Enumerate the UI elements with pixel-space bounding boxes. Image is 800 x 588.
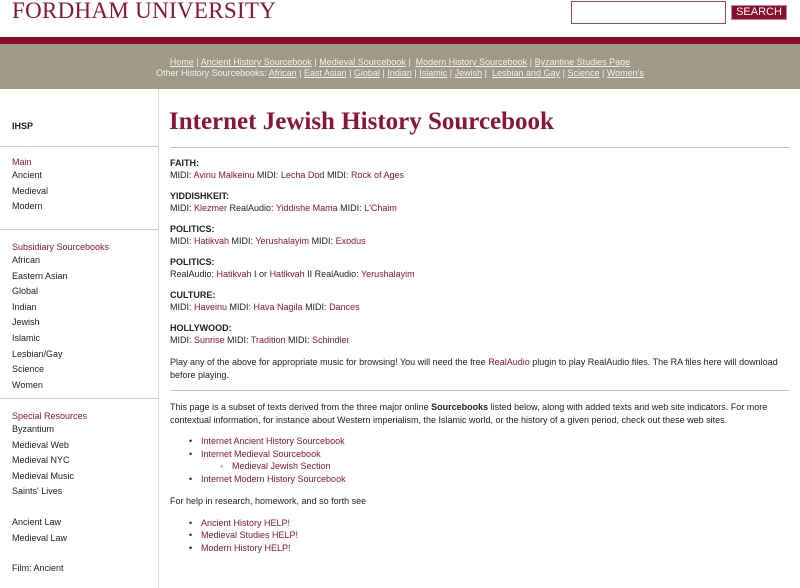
format-label: MIDI: <box>170 302 194 312</box>
list-item <box>189 542 790 555</box>
nav-separator: | <box>484 68 487 78</box>
format-label: MIDI: <box>227 302 254 312</box>
nav-row-other <box>0 68 800 79</box>
music-link[interactable]: L'Chaim <box>364 203 397 213</box>
nav-link-indian[interactable]: Indian <box>387 68 412 78</box>
music-block <box>170 157 790 181</box>
sourcebook-nav <box>0 44 800 89</box>
nav-link-ancient[interactable]: Ancient History Sourcebook <box>200 57 312 67</box>
music-link[interactable]: Sunrise <box>194 335 225 345</box>
section-divider <box>170 390 790 391</box>
block-links <box>170 202 790 214</box>
music-block <box>170 190 790 214</box>
format-label: I or <box>251 269 270 279</box>
sidebar-spacer <box>12 500 158 515</box>
sidebar-item-african[interactable]: African <box>12 255 41 265</box>
block-links <box>170 334 790 346</box>
list-item <box>189 435 790 448</box>
sidebar-spacer <box>12 546 158 561</box>
sidebar-item-global[interactable]: Global <box>12 286 39 297</box>
site-header <box>0 0 800 37</box>
music-link[interactable]: Tradition <box>250 335 286 345</box>
format-label: RealAudio: <box>170 269 217 279</box>
nav-separator: | <box>314 57 317 67</box>
format-label: MIDI: <box>170 236 194 246</box>
sidebar-item-byzantium[interactable]: Byzantium <box>12 424 55 434</box>
nav-separator: | <box>408 57 411 67</box>
search-button[interactable]: SEARCH <box>731 5 787 20</box>
format-label: MIDI: <box>229 236 256 246</box>
block-heading: POLITICS: <box>170 257 215 267</box>
link-medieval-sourcebook[interactable]: Internet Medieval Sourcebook <box>201 448 321 459</box>
intro-paragraph <box>170 401 790 426</box>
sidebar-heading-subsidiary[interactable]: Subsidiary Sourcebooks <box>12 242 110 252</box>
nav-separator: | <box>449 68 453 78</box>
sidebar-item-women[interactable]: Women <box>12 379 43 390</box>
nav-separator: | <box>601 68 605 78</box>
sidebar-item-eastern-asian[interactable]: Eastern Asian <box>12 270 68 281</box>
nav-link-medieval[interactable]: Medieval Sourcebook <box>319 57 406 67</box>
sidebar-item-medieval[interactable]: Medieval <box>12 185 49 196</box>
page-title: Internet Jewish History Sourcebook <box>169 108 554 135</box>
block-heading: POLITICS: <box>170 224 215 234</box>
link-modern-sourcebook[interactable]: Internet Modern History Sourcebook <box>201 473 346 484</box>
nav-separator: | <box>529 57 533 67</box>
sidebar-item-islamic[interactable]: Islamic <box>12 332 41 343</box>
nav-link-byzantine[interactable]: Byzantine Studies Page <box>534 57 631 67</box>
nav-separator: | <box>562 68 565 78</box>
sidebar-item-film-ancient[interactable]: Film: Ancient <box>12 563 64 574</box>
music-link[interactable]: Schindler <box>312 335 350 345</box>
nav-link-islamic[interactable]: Islamic <box>419 68 448 78</box>
music-link[interactable]: Yerushalayim <box>255 236 310 246</box>
format-label: MIDI: <box>254 170 281 180</box>
music-link[interactable]: Lecha Dod <box>280 170 325 180</box>
list-item <box>189 448 790 461</box>
format-label: II RealAudio: <box>304 269 361 279</box>
music-blocks <box>170 157 790 346</box>
format-label: MIDI: <box>224 335 251 345</box>
link-ancient-help[interactable]: Ancient History HELP! <box>201 517 291 528</box>
sourcebook-list <box>189 435 790 485</box>
music-block <box>170 223 790 247</box>
nav-link-global[interactable]: Global <box>353 68 380 78</box>
sidebar-item-medieval-nyc[interactable]: Medieval NYC <box>12 455 70 466</box>
music-link[interactable]: Dances <box>329 302 360 312</box>
nav-link-african[interactable]: African <box>268 68 297 78</box>
main-content <box>170 89 790 554</box>
nav-link-east-asian[interactable]: East Asian <box>304 68 347 78</box>
nav-link-womens[interactable]: Women's <box>606 68 644 78</box>
nav-separator: | <box>414 68 417 78</box>
music-link[interactable]: Hatikvah <box>194 236 230 246</box>
sidebar-item-lesbian-gay[interactable]: Lesbian/Gay <box>12 348 63 359</box>
music-link[interactable]: Exodus <box>335 236 366 246</box>
university-logo[interactable]: FORDHAM UNIVERSITY <box>12 0 277 23</box>
sidebar-item-science[interactable]: Science <box>12 364 45 375</box>
help-intro: For help in research, homework, and so forth see <box>170 496 367 506</box>
sidebar-item-jewish[interactable]: Jewish <box>12 317 40 328</box>
music-note <box>170 356 790 381</box>
intro-bold: Sourcebooks <box>431 402 489 412</box>
search-input[interactable] <box>571 1 726 24</box>
list-item <box>189 529 790 542</box>
nav-link-home[interactable]: Home <box>169 57 194 67</box>
sidebar-item-modern[interactable]: Modern <box>12 201 43 212</box>
music-link[interactable]: Hava Nagila <box>253 302 303 312</box>
sidebar-item-ancient[interactable]: Ancient <box>12 170 43 180</box>
sidebar-item-indian[interactable]: Indian <box>12 301 37 312</box>
nav-other-label: Other History Sourcebooks: <box>156 68 267 78</box>
music-link[interactable]: Avinu Malkeinu <box>193 170 255 180</box>
block-heading: FAITH: <box>170 158 199 168</box>
list-item <box>189 517 790 530</box>
nav-row-main <box>0 57 800 68</box>
format-label: MIDI: <box>302 302 330 312</box>
sidebar-item-ancient-law[interactable]: Ancient Law <box>12 516 62 527</box>
format-label: MIDI: <box>324 170 351 180</box>
link-medieval-jewish-section[interactable]: Medieval Jewish Section <box>232 461 331 471</box>
nav-link-jewish[interactable]: Jewish <box>454 68 483 78</box>
music-block <box>170 256 790 280</box>
music-link[interactable]: Klezmer <box>194 203 228 213</box>
sidebar-item-medieval-music[interactable]: Medieval Music <box>12 470 75 481</box>
brand-band <box>0 37 800 44</box>
sidebar <box>0 89 159 588</box>
link-medieval-help[interactable]: Medieval Studies HELP! <box>201 530 299 540</box>
sidebar-section-main <box>0 147 158 230</box>
sidebar-heading-special[interactable]: Special Resources <box>12 411 88 421</box>
music-block <box>170 289 790 313</box>
music-link[interactable]: Hatikvah <box>269 269 305 279</box>
format-label: MIDI: <box>170 203 194 213</box>
sidebar-item-medieval-web[interactable]: Medieval Web <box>12 439 69 450</box>
link-ancient-sourcebook[interactable]: Internet Ancient History Sourcebook <box>201 436 345 446</box>
format-label: MIDI: <box>285 335 313 345</box>
music-link[interactable]: Yiddishe Mama <box>275 203 338 213</box>
sidebar-heading-main[interactable]: Main <box>12 157 32 167</box>
nav-separator: | <box>349 68 352 78</box>
block-heading: CULTURE: <box>170 290 216 300</box>
nav-separator: | <box>382 68 385 78</box>
format-label: MIDI: <box>337 203 365 213</box>
sidebar-section-subsidiary <box>0 230 158 399</box>
realaudio-link[interactable]: RealAudio <box>488 357 530 367</box>
nav-link-science[interactable]: Science <box>567 68 600 78</box>
block-links <box>170 301 790 313</box>
music-link[interactable]: Rock of Ages <box>350 170 404 180</box>
format-label: MIDI: <box>309 236 336 246</box>
sidebar-ihsp[interactable]: IHSP <box>0 89 158 147</box>
block-links <box>170 169 790 181</box>
block-links <box>170 268 790 280</box>
music-note-text: plugin to play RealAudio files. The RA files here will download before playing. <box>170 357 778 380</box>
music-block <box>170 322 790 346</box>
music-link[interactable]: Yerushalayim <box>360 269 415 279</box>
intro-text: This page is a subset of texts derived from the three major online <box>170 402 432 412</box>
link-modern-help[interactable]: Modern History HELP! <box>201 542 291 553</box>
format-label: RealAudio: <box>227 203 276 213</box>
sidebar-item-saints-lives[interactable]: Saints' Lives <box>12 486 63 497</box>
intro-text: listed below, along with added texts and web site indicators. For more contextual information, for instance about Western imperialism, the Islamic world, or the history of a given period, check out these web sites. <box>170 402 768 425</box>
nav-link-modern[interactable]: Modern History Sourcebook <box>415 57 528 67</box>
format-label: MIDI: <box>170 170 194 180</box>
music-link[interactable]: Hatikvah <box>216 269 252 279</box>
music-link[interactable]: Haveinu <box>194 302 228 312</box>
list-item <box>189 460 790 473</box>
list-item <box>189 473 790 486</box>
help-list <box>189 517 790 555</box>
block-links <box>170 235 790 247</box>
block-heading: HOLLYWOOD: <box>170 323 232 333</box>
title-divider <box>170 147 790 148</box>
nav-link-lesbian-gay[interactable]: Lesbian and Gay <box>492 68 561 78</box>
block-heading: YIDDISHKEIT: <box>170 191 230 201</box>
format-label: MIDI: <box>170 335 194 345</box>
sidebar-item-medieval-law[interactable]: Medieval Law <box>12 532 68 543</box>
music-note-text: Play any of the above for appropriate music for browsing! You will need the free <box>170 357 489 367</box>
nav-separator: | <box>196 57 199 67</box>
sidebar-section-special <box>0 399 158 577</box>
nav-separator: | <box>299 68 302 78</box>
